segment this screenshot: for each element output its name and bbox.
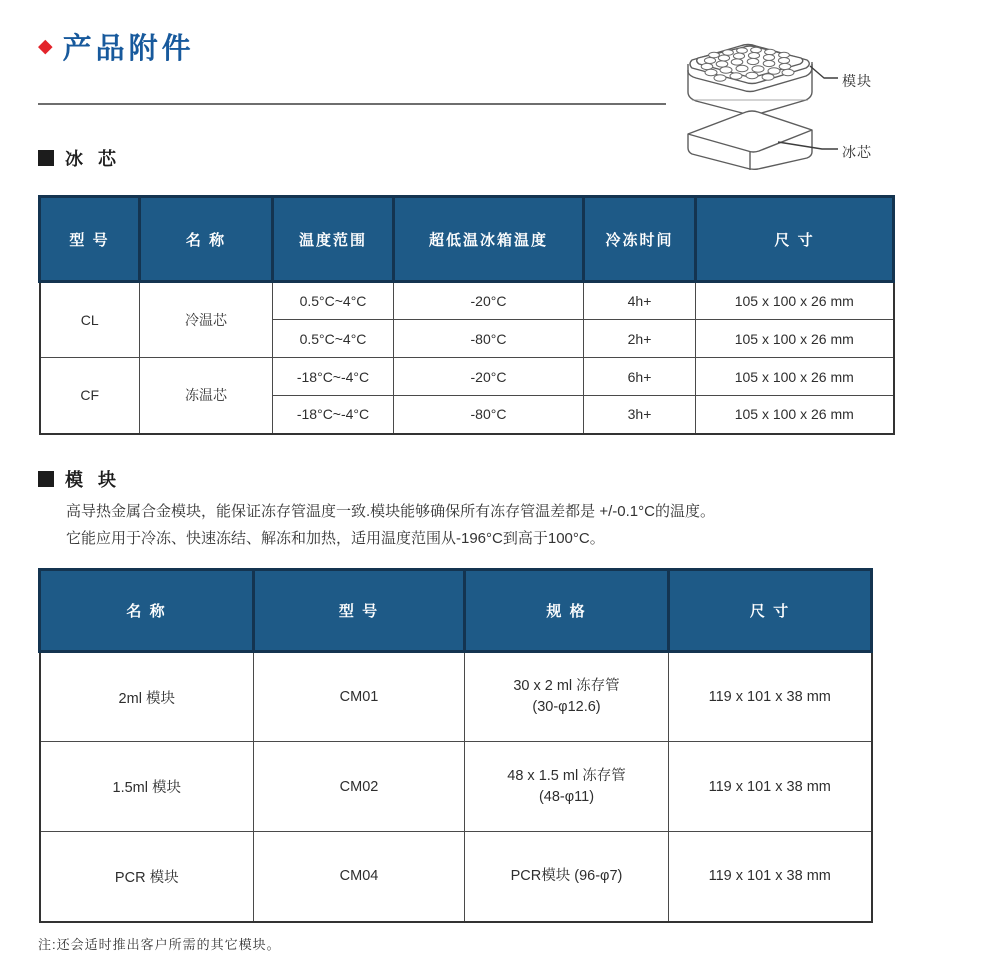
icecore-spec-table (38, 195, 895, 435)
cell-freezer: -20°C (394, 282, 584, 320)
col-header-freezer: 超低温冰箱温度 (394, 197, 584, 282)
title-divider (38, 103, 666, 105)
col-header-name: 名 称 (40, 570, 254, 652)
module-spec-table (38, 568, 873, 923)
cell-spec (465, 832, 669, 922)
spec-line-1: PCR模块 (96-φ7) (510, 867, 623, 884)
col-header-name: 名 称 (140, 197, 273, 282)
cell-freezer: -20°C (394, 358, 584, 396)
cell-size: 119 x 101 x 38 mm (669, 742, 872, 832)
cell-spec (465, 742, 669, 832)
cell-name-cl: 冷温芯 (140, 282, 273, 358)
module-intro-paragraph (66, 498, 946, 552)
cell-time: 2h+ (584, 320, 696, 358)
cell-model: CM01 (254, 652, 465, 742)
cell-size: 105 x 100 x 26 mm (696, 358, 894, 396)
col-header-spec: 规 格 (465, 570, 669, 652)
spec-line-2: (48-φ11) (538, 788, 595, 805)
cell-time: 4h+ (584, 282, 696, 320)
col-header-model: 型 号 (40, 197, 140, 282)
intro-line-2: 它能应用于冷冻、快速冻结、解冻和加热，适用温度范围从-196°C到高于100°C。 (66, 530, 605, 547)
square-bullet-icon (38, 150, 54, 166)
col-header-model: 型 号 (254, 570, 465, 652)
section-header-module (38, 466, 121, 492)
col-header-time: 冷冻时间 (584, 197, 696, 282)
page-title-row (38, 26, 195, 67)
module-icecore-drawing (658, 8, 990, 173)
cell-size: 105 x 100 x 26 mm (696, 320, 894, 358)
square-bullet-icon (38, 471, 54, 487)
module-callout-label: 模块 (842, 73, 872, 89)
intro-line-1: 高导热金属合金模块，能保证冻存管温度一致.模块能够确保所有冻存管温差都是 +/-0.1°C的温度。 (66, 503, 715, 520)
page-title: 产品附件 (62, 33, 195, 65)
col-header-size: 尺 寸 (669, 570, 872, 652)
footer-note: 注:还会适时推出客户所需的其它模块。 (38, 937, 281, 952)
cell-model: CM02 (254, 742, 465, 832)
cell-model-cf: CF (40, 358, 140, 434)
section-header-icecore (38, 145, 121, 171)
icecore-header-row (40, 197, 894, 282)
cell-name: PCR 模块 (40, 832, 254, 922)
cell-name: 1.5ml 模块 (40, 742, 254, 832)
cell-name: 2ml 模块 (40, 652, 254, 742)
cell-range: -18°C~-4°C (273, 358, 394, 396)
icecore-callout-label: 冰芯 (842, 144, 872, 160)
spec-line-2: (30-φ12.6) (532, 699, 601, 715)
section-label-module: 模 块 (65, 470, 122, 490)
cell-model: CM04 (254, 832, 465, 922)
table-row (40, 652, 872, 742)
section-label-icecore: 冰 芯 (65, 149, 122, 169)
spec-line-1: 48 x 1.5 ml 冻存管 (507, 767, 626, 784)
table-row (40, 358, 894, 396)
cell-size: 119 x 101 x 38 mm (669, 832, 872, 922)
cell-size: 105 x 100 x 26 mm (696, 282, 894, 320)
spec-line-1: 30 x 2 ml 冻存管 (513, 678, 620, 694)
cell-range: -18°C~-4°C (273, 396, 394, 434)
cell-freezer: -80°C (394, 396, 584, 434)
col-header-range: 温度范围 (273, 197, 394, 282)
cell-size: 119 x 101 x 38 mm (669, 652, 872, 742)
cell-range: 0.5°C~4°C (273, 282, 394, 320)
product-illustration (658, 8, 990, 173)
cell-model-cl: CL (40, 282, 140, 358)
cell-name-cf: 冻温芯 (140, 358, 273, 434)
table-row (40, 832, 872, 922)
col-header-size: 尺 寸 (696, 197, 894, 282)
cell-range: 0.5°C~4°C (273, 320, 394, 358)
cell-size: 105 x 100 x 26 mm (696, 396, 894, 434)
cell-time: 3h+ (584, 396, 696, 434)
table-row (40, 742, 872, 832)
cell-freezer: -80°C (394, 320, 584, 358)
table-row (40, 282, 894, 320)
cell-time: 6h+ (584, 358, 696, 396)
diamond-bullet-icon: ◆ (38, 36, 53, 57)
module-header-row (40, 570, 872, 652)
cell-spec (465, 652, 669, 742)
